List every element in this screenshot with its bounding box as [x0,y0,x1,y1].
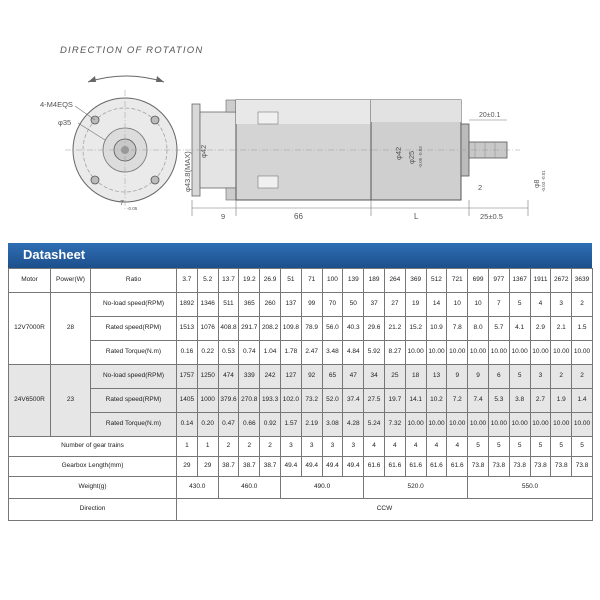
gearbox-length-cell: 73.8 [488,457,509,477]
hole-spec-label: 4-M4EQS [40,100,73,109]
value-cell: 10.00 [488,341,509,365]
value-cell: 10.00 [572,341,593,365]
value-cell: 260 [260,293,281,317]
value-cell: 19 [405,293,426,317]
motor-name: 24V6500R [9,365,51,437]
weight-cell: 430.0 [177,477,219,499]
value-cell: 10.00 [551,341,572,365]
value-cell: 1405 [177,389,198,413]
motor-side-view [185,100,520,200]
value-cell: 10.00 [426,413,447,437]
value-cell: 193.3 [260,389,281,413]
rotation-arrow-icon [88,76,164,82]
value-cell: 2 [572,365,593,389]
value-cell: 1513 [177,317,198,341]
value-cell: 1.9 [551,389,572,413]
weight-row [9,477,593,499]
value-cell: 50 [343,293,364,317]
ratio-cell: 71 [301,269,322,293]
dim-9-label: 9 [221,212,226,221]
value-cell: 10.00 [572,413,593,437]
value-cell: 3 [530,365,551,389]
value-cell: 0.22 [197,341,218,365]
gearbox-length-row [9,457,593,477]
datasheet-title: Datasheet [23,247,86,262]
value-cell: 2.1 [551,317,572,341]
weight-label: Weight(g) [9,477,177,499]
value-cell: 40.3 [343,317,364,341]
value-cell: 9 [468,365,489,389]
value-cell: 3.48 [322,341,343,365]
value-cell: 78.9 [301,317,322,341]
value-cell: 3.8 [509,389,530,413]
gear-trains-cell: 4 [405,437,426,457]
weight-cell: 550.0 [468,477,593,499]
motor-data-row [9,341,593,365]
gearbox-length-cell: 61.6 [364,457,385,477]
header-power: Power(W) [51,269,91,293]
gear-trains-cell: 5 [509,437,530,457]
ratio-cell: 3639 [572,269,593,293]
ratio-cell: 369 [405,269,426,293]
gearbox-length-label: Gearbox Length(mm) [9,457,177,477]
value-cell: 4.28 [343,413,364,437]
ratio-cell: 13.7 [218,269,239,293]
value-cell: 8.0 [468,317,489,341]
header-row [9,269,593,293]
gearbox-length-cell: 38.7 [260,457,281,477]
value-cell: 2 [572,293,593,317]
value-cell: 6 [488,365,509,389]
gear-trains-cell: 2 [218,437,239,457]
diameter-43-8-label: φ43.8(MAX) [183,151,192,192]
direction-row [9,499,593,521]
value-cell: 4.1 [509,317,530,341]
gear-trains-cell: 3 [343,437,364,457]
value-cell: 242 [260,365,281,389]
value-cell: 13 [426,365,447,389]
ratio-cell: 264 [384,269,405,293]
value-cell: 365 [239,293,260,317]
value-cell: 5 [509,293,530,317]
dim-L-label: L [414,212,419,221]
value-cell: 14 [426,293,447,317]
value-cell: 10.00 [468,341,489,365]
diameter-42-gearbox-label: φ42 [394,146,403,160]
value-cell: 99 [301,293,322,317]
value-cell: 2.19 [301,413,322,437]
header-motor: Motor [9,269,51,293]
gearbox-length-cell: 73.8 [551,457,572,477]
gear-trains-row [9,437,593,457]
value-cell: 34 [364,365,385,389]
value-cell: 1892 [177,293,198,317]
value-cell: 27 [384,293,405,317]
motor-data-row [9,365,593,389]
gearbox-length-cell: 49.4 [343,457,364,477]
gearbox-length-cell: 73.8 [509,457,530,477]
value-cell: 208.2 [260,317,281,341]
value-cell: 70 [322,293,343,317]
gear-trains-cell: 3 [280,437,301,457]
value-cell: 7.2 [447,389,468,413]
dim-7-tolerance: -0.05 [127,206,138,211]
ratio-cell: 977 [488,269,509,293]
gearbox-length-cell: 73.8 [468,457,489,477]
value-cell: 10.00 [530,413,551,437]
weight-cell: 490.0 [280,477,363,499]
ratio-cell: 5.2 [197,269,218,293]
value-cell: 10 [468,293,489,317]
gear-trains-cell: 3 [301,437,322,457]
value-cell: 10.00 [426,341,447,365]
value-cell: 19.7 [384,389,405,413]
ratio-cell: 721 [447,269,468,293]
value-cell: 10.00 [468,413,489,437]
ratio-cell: 51 [280,269,301,293]
value-cell: 8.27 [384,341,405,365]
value-cell: 0.20 [197,413,218,437]
header-ratio: Ratio [91,269,177,293]
gearbox-length-cell: 61.6 [384,457,405,477]
value-cell: 5 [509,365,530,389]
gear-trains-label: Number of gear trains [9,437,177,457]
value-cell: 1346 [197,293,218,317]
row-label: Rated speed(RPM) [91,389,177,413]
value-cell: 379.6 [218,389,239,413]
value-cell: 1.57 [280,413,301,437]
dim-7-label: 7 [120,200,124,207]
dim-20-label: 20±0.1 [479,112,501,119]
weight-cell: 460.0 [218,477,280,499]
value-cell: 7.8 [447,317,468,341]
value-cell: 291.7 [239,317,260,341]
value-cell: 127 [280,365,301,389]
ratio-cell: 3.7 [177,269,198,293]
gear-trains-cell: 1 [177,437,198,457]
value-cell: 1076 [197,317,218,341]
value-cell: 92 [301,365,322,389]
value-cell: 47 [343,365,364,389]
value-cell: 0.16 [177,341,198,365]
gear-trains-cell: 5 [551,437,572,457]
gear-trains-cell: 5 [468,437,489,457]
value-cell: 10.2 [426,389,447,413]
motor-power: 28 [51,293,91,365]
value-cell: 4 [530,293,551,317]
value-cell: 5.24 [364,413,385,437]
gear-trains-cell: 4 [364,437,385,457]
datasheet-table [8,268,593,521]
value-cell: 408.8 [218,317,239,341]
value-cell: 25 [384,365,405,389]
ratio-cell: 699 [468,269,489,293]
diameter-8-tolerance: -0.03 -0.01 [541,170,546,192]
value-cell: 1.04 [260,341,281,365]
diameter-25-tolerance: -0.05 -0.03 [418,146,423,168]
value-cell: 10 [447,293,468,317]
gearbox-length-cell: 61.6 [447,457,468,477]
gearbox-length-cell: 73.8 [530,457,551,477]
gear-trains-cell: 5 [572,437,593,457]
value-cell: 10.00 [530,341,551,365]
gearbox-length-cell: 49.4 [301,457,322,477]
motor-data-row [9,413,593,437]
value-cell: 3 [551,293,572,317]
motor-name: 12V7000R [9,293,51,365]
value-cell: 10.00 [447,413,468,437]
value-cell: 474 [218,365,239,389]
direction-of-rotation-label: DIRECTION OF ROTATION [60,45,204,56]
value-cell: 109.8 [280,317,301,341]
motor-power: 23 [51,365,91,437]
gearbox-length-cell: 49.4 [280,457,301,477]
ratio-cell: 100 [322,269,343,293]
value-cell: 1757 [177,365,198,389]
value-cell: 5.3 [488,389,509,413]
value-cell: 37.4 [343,389,364,413]
gear-trains-cell: 5 [530,437,551,457]
ratio-cell: 512 [426,269,447,293]
value-cell: 137 [280,293,301,317]
row-label: Rated Torque(N.m) [91,341,177,365]
ratio-cell: 26.9 [260,269,281,293]
value-cell: 3.08 [322,413,343,437]
value-cell: 14.1 [405,389,426,413]
gear-trains-cell: 4 [447,437,468,457]
gearbox-length-cell: 29 [197,457,218,477]
value-cell: 0.14 [177,413,198,437]
ratio-cell: 1911 [530,269,551,293]
value-cell: 1.78 [280,341,301,365]
gearbox-length-cell: 61.6 [426,457,447,477]
gear-trains-cell: 2 [260,437,281,457]
gear-trains-cell: 2 [239,437,260,457]
gearbox-length-cell: 29 [177,457,198,477]
value-cell: 27.5 [364,389,385,413]
value-cell: 10.00 [551,413,572,437]
value-cell: 10.00 [405,413,426,437]
gear-trains-cell: 4 [384,437,405,457]
value-cell: 9 [447,365,468,389]
ratio-cell: 139 [343,269,364,293]
weight-cell: 520.0 [364,477,468,499]
motor-technical-drawing [0,0,600,240]
diameter-25-label: φ25 [407,150,416,164]
value-cell: 2.9 [530,317,551,341]
value-cell: 29.6 [364,317,385,341]
gearbox-length-cell: 38.7 [218,457,239,477]
value-cell: 5.92 [364,341,385,365]
value-cell: 10.00 [488,413,509,437]
value-cell: 7.4 [468,389,489,413]
value-cell: 56.0 [322,317,343,341]
dim-66-label: 66 [294,212,303,221]
motor-data-row [9,293,593,317]
motor-data-row [9,317,593,341]
value-cell: 73.2 [301,389,322,413]
gear-trains-cell: 3 [322,437,343,457]
datasheet-title-bar [8,243,592,268]
value-cell: 0.74 [239,341,260,365]
value-cell: 10.00 [405,341,426,365]
gearbox-length-cell: 38.7 [239,457,260,477]
ratio-cell: 2672 [551,269,572,293]
value-cell: 7 [488,293,509,317]
row-label: No-load speed(RPM) [91,293,177,317]
value-cell: 52.0 [322,389,343,413]
direction-value: CCW [177,499,593,521]
diameter-35-label: φ35 [58,118,72,127]
value-cell: 0.66 [239,413,260,437]
value-cell: 102.0 [280,389,301,413]
value-cell: 21.2 [384,317,405,341]
diameter-42-label: φ42 [199,144,208,158]
ratio-cell: 19.2 [239,269,260,293]
gearbox-length-cell: 61.6 [405,457,426,477]
value-cell: 511 [218,293,239,317]
value-cell: 4.84 [343,341,364,365]
gear-trains-cell: 4 [426,437,447,457]
gear-trains-cell: 1 [197,437,218,457]
row-label: No-load speed(RPM) [91,365,177,389]
value-cell: 1250 [197,365,218,389]
value-cell: 18 [405,365,426,389]
value-cell: 10.9 [426,317,447,341]
diameter-8-label: φ8 [534,179,541,188]
value-cell: 10.00 [509,341,530,365]
direction-label: Direction [9,499,177,521]
value-cell: 2.47 [301,341,322,365]
value-cell: 0.53 [218,341,239,365]
value-cell: 1000 [197,389,218,413]
row-label: Rated speed(RPM) [91,317,177,341]
gear-trains-cell: 5 [488,437,509,457]
ratio-cell: 1367 [509,269,530,293]
value-cell: 339 [239,365,260,389]
motor-data-row [9,389,593,413]
dim-25-label: 25±0.5 [480,212,503,221]
value-cell: 10.00 [447,341,468,365]
value-cell: 0.92 [260,413,281,437]
dim-2-label: 2 [478,183,483,192]
value-cell: 270.8 [239,389,260,413]
flange-front-view [65,90,185,210]
row-label: Rated Torque(N.m) [91,413,177,437]
value-cell: 65 [322,365,343,389]
gearbox-length-cell: 73.8 [572,457,593,477]
value-cell: 15.2 [405,317,426,341]
value-cell: 0.47 [218,413,239,437]
value-cell: 7.32 [384,413,405,437]
value-cell: 37 [364,293,385,317]
gearbox-length-cell: 49.4 [322,457,343,477]
ratio-cell: 189 [364,269,385,293]
value-cell: 5.7 [488,317,509,341]
value-cell: 1.5 [572,317,593,341]
value-cell: 10.00 [509,413,530,437]
value-cell: 1.4 [572,389,593,413]
value-cell: 2 [551,365,572,389]
value-cell: 2.7 [530,389,551,413]
